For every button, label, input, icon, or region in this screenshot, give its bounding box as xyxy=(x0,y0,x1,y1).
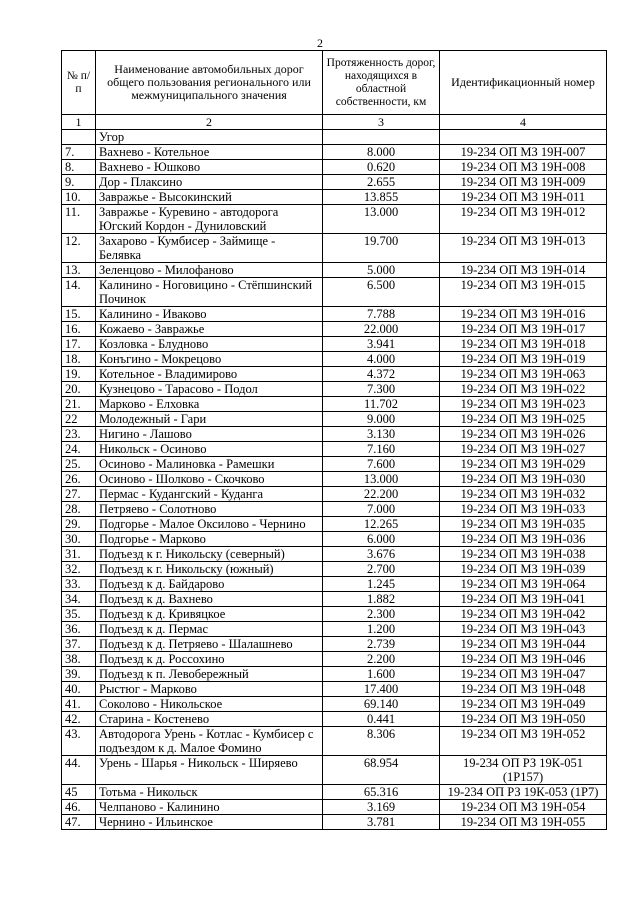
road-id: 19-234 ОП МЗ 19Н-064 xyxy=(440,577,607,592)
table-body xyxy=(62,115,607,830)
road-length: 2.655 xyxy=(323,175,440,190)
table-row xyxy=(62,263,607,278)
row-number: 44. xyxy=(62,756,96,785)
road-id: 19-234 ОП МЗ 19Н-025 xyxy=(440,412,607,427)
road-name: Соколово - Никольское xyxy=(96,697,323,712)
road-name: Завражье - Куревино - автодорога Югский Кордон - Дуниловский xyxy=(96,205,323,234)
road-length: 13.855 xyxy=(323,190,440,205)
road-id: 19-234 ОП МЗ 19Н-039 xyxy=(440,562,607,577)
row-number: 37. xyxy=(62,637,96,652)
row-number: 7. xyxy=(62,145,96,160)
table-row xyxy=(62,637,607,652)
table-row xyxy=(62,457,607,472)
row-number: 40. xyxy=(62,682,96,697)
table-row xyxy=(62,562,607,577)
road-name: Молодежный - Гари xyxy=(96,412,323,427)
table-row xyxy=(62,667,607,682)
road-name: Челпаново - Калинино xyxy=(96,800,323,815)
row-number: 29. xyxy=(62,517,96,532)
road-name: Урень - Шарья - Никольск - Ширяево xyxy=(96,756,323,785)
table-row xyxy=(62,607,607,622)
table-row xyxy=(62,697,607,712)
table-row xyxy=(62,190,607,205)
road-id: 19-234 ОП МЗ 19Н-043 xyxy=(440,622,607,637)
road-name: Тотьма - Никольск xyxy=(96,785,323,800)
index-cell: 4 xyxy=(440,115,607,130)
row-number: 26. xyxy=(62,472,96,487)
table-row xyxy=(62,234,607,263)
table-row xyxy=(62,800,607,815)
header-num: № п/п xyxy=(62,51,96,115)
page-number: 2 xyxy=(317,36,323,50)
road-name: Подъезд к д. Кривяцкое xyxy=(96,607,323,622)
row-number: 15. xyxy=(62,307,96,322)
row-number: 35. xyxy=(62,607,96,622)
row-number: 36. xyxy=(62,622,96,637)
road-name: Рыстюг - Марково xyxy=(96,682,323,697)
road-id: 19-234 ОП МЗ 19Н-012 xyxy=(440,205,607,234)
road-length: 2.700 xyxy=(323,562,440,577)
row-number: 27. xyxy=(62,487,96,502)
road-id: 19-234 ОП МЗ 19Н-016 xyxy=(440,307,607,322)
row-number: 17. xyxy=(62,337,96,352)
road-length: 3.781 xyxy=(323,815,440,830)
table-row xyxy=(62,682,607,697)
road-name: Вахнево - Котельное xyxy=(96,145,323,160)
row-number: 14. xyxy=(62,278,96,307)
road-id: 19-234 ОП МЗ 19Н-033 xyxy=(440,502,607,517)
road-id: 19-234 ОП МЗ 19Н-007 xyxy=(440,145,607,160)
table-row xyxy=(62,382,607,397)
road-length: 3.941 xyxy=(323,337,440,352)
row-number: 39. xyxy=(62,667,96,682)
table-header xyxy=(62,51,607,115)
index-cell: 3 xyxy=(323,115,440,130)
road-name: Подъезд к д. Петряево - Шалашнево xyxy=(96,637,323,652)
road-length: 19.700 xyxy=(323,234,440,263)
road-name: Конъгино - Мокрецово xyxy=(96,352,323,367)
table-row xyxy=(62,397,607,412)
table-row xyxy=(62,160,607,175)
row-number: 19. xyxy=(62,367,96,382)
row-number: 45 xyxy=(62,785,96,800)
road-length: 5.000 xyxy=(323,263,440,278)
road-id: 19-234 ОП МЗ 19Н-009 xyxy=(440,175,607,190)
road-length: 4.372 xyxy=(323,367,440,382)
road-name: Подъезд к д. Байдарово xyxy=(96,577,323,592)
table-row xyxy=(62,175,607,190)
section-id-cell xyxy=(440,130,607,145)
road-length: 17.400 xyxy=(323,682,440,697)
road-id: 19-234 ОП МЗ 19Н-032 xyxy=(440,487,607,502)
table-row xyxy=(62,592,607,607)
row-number: 21. xyxy=(62,397,96,412)
road-length: 2.200 xyxy=(323,652,440,667)
road-name: Котельное - Владимирово xyxy=(96,367,323,382)
road-name: Пермас - Кудангский - Куданга xyxy=(96,487,323,502)
row-number: 41. xyxy=(62,697,96,712)
road-id: 19-234 ОП МЗ 19Н-042 xyxy=(440,607,607,622)
row-number: 8. xyxy=(62,160,96,175)
row-number: 13. xyxy=(62,263,96,278)
table-row xyxy=(62,712,607,727)
road-length: 7.300 xyxy=(323,382,440,397)
road-id: 19-234 ОП МЗ 19Н-015 xyxy=(440,278,607,307)
road-id: 19-234 ОП МЗ 19Н-054 xyxy=(440,800,607,815)
road-length: 1.245 xyxy=(323,577,440,592)
table-row xyxy=(62,756,607,785)
row-number: 32. xyxy=(62,562,96,577)
road-name: Подъезд к д. Россохино xyxy=(96,652,323,667)
table-row xyxy=(62,145,607,160)
road-length: 4.000 xyxy=(323,352,440,367)
road-name: Старина - Костенево xyxy=(96,712,323,727)
road-length: 1.882 xyxy=(323,592,440,607)
road-length: 2.739 xyxy=(323,637,440,652)
table-row xyxy=(62,427,607,442)
road-id: 19-234 ОП МЗ 19Н-050 xyxy=(440,712,607,727)
road-length: 1.600 xyxy=(323,667,440,682)
table-row xyxy=(62,367,607,382)
road-length: 13.000 xyxy=(323,205,440,234)
road-name: Вахнево - Юшково xyxy=(96,160,323,175)
road-name: Подгорье - Марково xyxy=(96,532,323,547)
road-length: 6.000 xyxy=(323,532,440,547)
road-name: Калинино - Иваково xyxy=(96,307,323,322)
row-number: 11. xyxy=(62,205,96,234)
road-id: 19-234 ОП МЗ 19Н-008 xyxy=(440,160,607,175)
table-row xyxy=(62,352,607,367)
row-number: 33. xyxy=(62,577,96,592)
road-id: 19-234 ОП МЗ 19Н-047 xyxy=(440,667,607,682)
table-row xyxy=(62,815,607,830)
road-name: Марково - Елховка xyxy=(96,397,323,412)
road-id: 19-234 ОП МЗ 19Н-022 xyxy=(440,382,607,397)
road-id: 19-234 ОП МЗ 19Н-030 xyxy=(440,472,607,487)
road-length: 3.169 xyxy=(323,800,440,815)
road-name: Подгорье - Малое Оксилово - Чернино xyxy=(96,517,323,532)
road-id: 19-234 ОП РЗ 19К-053 (1Р7) xyxy=(440,785,607,800)
road-id: 19-234 ОП МЗ 19Н-038 xyxy=(440,547,607,562)
road-length: 7.600 xyxy=(323,457,440,472)
road-id: 19-234 ОП МЗ 19Н-049 xyxy=(440,697,607,712)
row-number: 18. xyxy=(62,352,96,367)
road-name: Нигино - Лашово xyxy=(96,427,323,442)
road-name: Козловка - Блудново xyxy=(96,337,323,352)
road-length: 69.140 xyxy=(323,697,440,712)
road-name: Чернино - Ильинское xyxy=(96,815,323,830)
table-row xyxy=(62,442,607,457)
table-row xyxy=(62,622,607,637)
row-number: 20. xyxy=(62,382,96,397)
index-row xyxy=(62,115,607,130)
header-id: Идентификационный номер xyxy=(440,51,607,115)
road-id: 19-234 ОП МЗ 19Н-036 xyxy=(440,532,607,547)
section-len-cell xyxy=(323,130,440,145)
row-number: 10. xyxy=(62,190,96,205)
road-length: 65.316 xyxy=(323,785,440,800)
section-title: Угор xyxy=(96,130,323,145)
row-number: 9. xyxy=(62,175,96,190)
row-number: 30. xyxy=(62,532,96,547)
road-length: 13.000 xyxy=(323,472,440,487)
road-id: 19-234 ОП МЗ 19Н-026 xyxy=(440,427,607,442)
table-row xyxy=(62,278,607,307)
road-id: 19-234 ОП МЗ 19Н-018 xyxy=(440,337,607,352)
road-id: 19-234 ОП РЗ 19К-051 (1Р157) xyxy=(440,756,607,785)
road-id: 19-234 ОП МЗ 19Н-019 xyxy=(440,352,607,367)
row-number: 42. xyxy=(62,712,96,727)
road-id: 19-234 ОП МЗ 19Н-035 xyxy=(440,517,607,532)
road-length: 7.788 xyxy=(323,307,440,322)
table-row xyxy=(62,532,607,547)
index-cell: 2 xyxy=(96,115,323,130)
road-id: 19-234 ОП МЗ 19Н-048 xyxy=(440,682,607,697)
road-id: 19-234 ОП МЗ 19Н-017 xyxy=(440,322,607,337)
road-length: 8.000 xyxy=(323,145,440,160)
header-length: Протяженность дорог, находящихся в областной собственности, км xyxy=(323,51,440,115)
road-name: Захарово - Кумбисер - Займище - Белявка xyxy=(96,234,323,263)
table-row xyxy=(62,517,607,532)
road-id: 19-234 ОП МЗ 19Н-027 xyxy=(440,442,607,457)
row-number: 28. xyxy=(62,502,96,517)
road-length: 68.954 xyxy=(323,756,440,785)
road-length: 11.702 xyxy=(323,397,440,412)
index-cell: 1 xyxy=(62,115,96,130)
table-row xyxy=(62,472,607,487)
row-number: 34. xyxy=(62,592,96,607)
road-id: 19-234 ОП МЗ 19Н-014 xyxy=(440,263,607,278)
roads-table xyxy=(61,50,607,830)
road-length: 0.441 xyxy=(323,712,440,727)
road-id: 19-234 ОП МЗ 19Н-023 xyxy=(440,397,607,412)
road-length: 9.000 xyxy=(323,412,440,427)
table-row xyxy=(62,652,607,667)
road-name: Подъезд к г. Никольску (южный) xyxy=(96,562,323,577)
road-name: Кожаево - Завражье xyxy=(96,322,323,337)
road-length: 22.000 xyxy=(323,322,440,337)
row-number: 43. xyxy=(62,727,96,756)
road-name: Подъезд к д. Вахнево xyxy=(96,592,323,607)
row-number: 16. xyxy=(62,322,96,337)
table-row xyxy=(62,487,607,502)
table-row xyxy=(62,547,607,562)
road-id: 19-234 ОП МЗ 19Н-011 xyxy=(440,190,607,205)
road-name: Дор - Плаксино xyxy=(96,175,323,190)
road-name: Осиново - Малиновка - Рамешки xyxy=(96,457,323,472)
road-name: Подъезд к г. Никольску (северный) xyxy=(96,547,323,562)
table-row xyxy=(62,577,607,592)
table-row xyxy=(62,502,607,517)
road-name: Никольск - Осиново xyxy=(96,442,323,457)
road-length: 3.130 xyxy=(323,427,440,442)
road-name: Кузнецово - Тарасово - Подол xyxy=(96,382,323,397)
row-number: 12. xyxy=(62,234,96,263)
road-length: 0.620 xyxy=(323,160,440,175)
section-num-cell xyxy=(62,130,96,145)
road-length: 2.300 xyxy=(323,607,440,622)
row-number: 23. xyxy=(62,427,96,442)
road-name: Автодорога Урень - Котлас - Кумбисер с подъездом к д. Малое Фомино xyxy=(96,727,323,756)
table-row xyxy=(62,785,607,800)
road-id: 19-234 ОП МЗ 19Н-044 xyxy=(440,637,607,652)
road-length: 1.200 xyxy=(323,622,440,637)
row-number: 38. xyxy=(62,652,96,667)
road-name: Осиново - Шолково - Скочково xyxy=(96,472,323,487)
row-number: 47. xyxy=(62,815,96,830)
row-number: 31. xyxy=(62,547,96,562)
road-name: Подъезд к п. Левобережный xyxy=(96,667,323,682)
table-row xyxy=(62,337,607,352)
road-id: 19-234 ОП МЗ 19Н-052 xyxy=(440,727,607,756)
section-row xyxy=(62,130,607,145)
road-length: 22.200 xyxy=(323,487,440,502)
table-row xyxy=(62,412,607,427)
road-length: 7.000 xyxy=(323,502,440,517)
table-row xyxy=(62,727,607,756)
row-number: 25. xyxy=(62,457,96,472)
road-length: 8.306 xyxy=(323,727,440,756)
road-name: Калинино - Ноговицино - Стёпшинский Починок xyxy=(96,278,323,307)
road-name: Завражье - Высокинский xyxy=(96,190,323,205)
road-length: 6.500 xyxy=(323,278,440,307)
road-id: 19-234 ОП МЗ 19Н-063 xyxy=(440,367,607,382)
table-row xyxy=(62,307,607,322)
road-id: 19-234 ОП МЗ 19Н-055 xyxy=(440,815,607,830)
road-id: 19-234 ОП МЗ 19Н-046 xyxy=(440,652,607,667)
table-row xyxy=(62,205,607,234)
row-number: 46. xyxy=(62,800,96,815)
road-name: Петряево - Солотново xyxy=(96,502,323,517)
table-row xyxy=(62,322,607,337)
road-id: 19-234 ОП МЗ 19Н-041 xyxy=(440,592,607,607)
road-length: 12.265 xyxy=(323,517,440,532)
road-name: Зеленцово - Милофаново xyxy=(96,263,323,278)
header-name: Наименование автомобильных дорог общего пользования регионального или межмуниципального значения xyxy=(96,51,323,115)
row-number: 22 xyxy=(62,412,96,427)
road-id: 19-234 ОП МЗ 19Н-029 xyxy=(440,457,607,472)
road-id: 19-234 ОП МЗ 19Н-013 xyxy=(440,234,607,263)
road-length: 3.676 xyxy=(323,547,440,562)
row-number: 24. xyxy=(62,442,96,457)
road-length: 7.160 xyxy=(323,442,440,457)
road-name: Подъезд к д. Пермас xyxy=(96,622,323,637)
